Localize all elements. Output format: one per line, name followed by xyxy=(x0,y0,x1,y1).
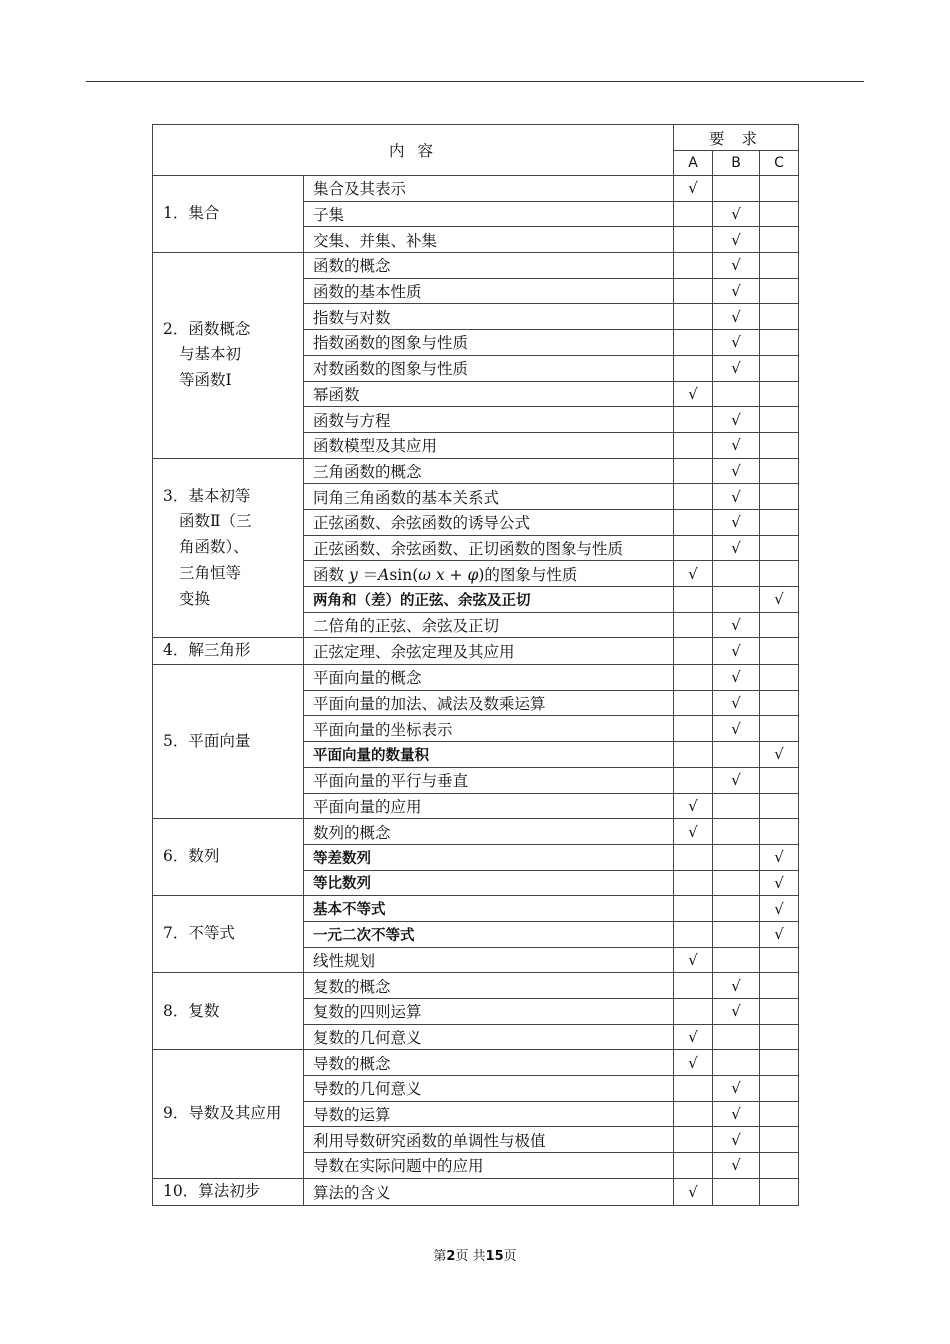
content-item: 线性规划 xyxy=(304,947,674,973)
level-c-cell xyxy=(760,535,799,561)
level-c-cell xyxy=(760,1024,799,1050)
level-c-cell xyxy=(760,561,799,587)
table-row xyxy=(153,973,799,999)
level-b-cell xyxy=(713,535,760,561)
level-b-cell xyxy=(713,1050,760,1076)
requirement-header: 要 求 xyxy=(674,125,799,151)
level-c-cell xyxy=(760,304,799,330)
check-mark: √ xyxy=(731,205,741,224)
level-b-cell xyxy=(713,638,760,665)
topic-cell: 10．算法初步 xyxy=(153,1178,304,1205)
level-b-cell xyxy=(713,381,760,407)
topic-cell: 7．不等式 xyxy=(153,896,304,973)
check-mark: √ xyxy=(731,410,741,429)
level-b-cell xyxy=(713,278,760,304)
requirements-table xyxy=(152,124,799,1206)
content-item: 同角三角函数的基本关系式 xyxy=(304,484,674,510)
level-c-cell xyxy=(760,716,799,742)
check-mark: √ xyxy=(731,771,741,790)
level-c-cell xyxy=(760,844,799,870)
level-c-cell xyxy=(760,947,799,973)
content-item: 算法的含义 xyxy=(304,1178,674,1205)
check-mark: √ xyxy=(731,1105,741,1124)
footer-prefix: 第 xyxy=(433,1249,447,1264)
check-mark: √ xyxy=(774,899,784,918)
level-a-cell xyxy=(674,767,713,793)
level-b-cell xyxy=(713,844,760,870)
level-c-cell xyxy=(760,1127,799,1153)
level-a-cell xyxy=(674,509,713,535)
level-a-cell xyxy=(674,896,713,922)
footer-page-number: 2 xyxy=(446,1249,456,1264)
content-item: 两角和（差）的正弦、余弦及正切 xyxy=(304,587,674,613)
level-c-cell xyxy=(760,253,799,279)
level-a-cell xyxy=(674,947,713,973)
level-a-cell xyxy=(674,587,713,613)
level-c-cell xyxy=(760,767,799,793)
topic-cell: 5．平面向量 xyxy=(153,665,304,819)
topic-cell: 6．数列 xyxy=(153,819,304,896)
level-a-cell xyxy=(674,819,713,845)
level-c-cell xyxy=(760,278,799,304)
level-a-cell xyxy=(674,690,713,716)
level-b-cell xyxy=(713,587,760,613)
level-c-cell xyxy=(760,458,799,484)
table-row xyxy=(153,1050,799,1076)
check-mark: √ xyxy=(688,1182,698,1201)
level-b-cell xyxy=(713,1153,760,1179)
topic-cell: 2．函数概念 与基本初 等函数Ⅰ xyxy=(153,253,304,459)
level-b-cell xyxy=(713,432,760,458)
content-item: 平面向量的概念 xyxy=(304,665,674,691)
level-c-cell xyxy=(760,819,799,845)
level-b-cell xyxy=(713,665,760,691)
level-b-cell xyxy=(713,870,760,896)
check-mark: √ xyxy=(731,436,741,455)
content-item: 平面向量的坐标表示 xyxy=(304,716,674,742)
footer-total-pages: 15 xyxy=(485,1249,504,1264)
level-b-cell xyxy=(713,612,760,638)
content-item: 平面向量的数量积 xyxy=(304,742,674,768)
content-item: 平面向量的应用 xyxy=(304,793,674,819)
topic-cell: 4．解三角形 xyxy=(153,638,304,665)
table-row xyxy=(153,665,799,691)
level-b-cell xyxy=(713,1127,760,1153)
check-mark: √ xyxy=(731,694,741,713)
check-mark: √ xyxy=(688,796,698,815)
level-b-cell xyxy=(713,742,760,768)
level-a-cell xyxy=(674,742,713,768)
level-a-cell xyxy=(674,381,713,407)
level-b-cell xyxy=(713,227,760,253)
level-a-cell xyxy=(674,355,713,381)
level-b-cell xyxy=(713,716,760,742)
level-c-cell xyxy=(760,381,799,407)
table-row xyxy=(153,458,799,484)
level-a-cell xyxy=(674,227,713,253)
level-c-cell xyxy=(760,921,799,947)
content-item: 函数模型及其应用 xyxy=(304,432,674,458)
level-c-cell xyxy=(760,612,799,638)
level-c-cell xyxy=(760,896,799,922)
level-c-cell xyxy=(760,227,799,253)
level-a-cell xyxy=(674,844,713,870)
level-b-cell xyxy=(713,690,760,716)
content-item: 基本不等式 xyxy=(304,896,674,922)
content-item: 等比数列 xyxy=(304,870,674,896)
level-c-cell xyxy=(760,690,799,716)
check-mark: √ xyxy=(731,1156,741,1175)
level-c-cell xyxy=(760,201,799,227)
check-mark: √ xyxy=(731,642,741,661)
content-header: 内 容 xyxy=(153,125,674,176)
topic-cell: 3．基本初等 函数Ⅱ（三 角函数）、 三角恒等 变换 xyxy=(153,458,304,638)
check-mark: √ xyxy=(774,590,784,609)
level-b-cell xyxy=(713,973,760,999)
content-item: 子集 xyxy=(304,201,674,227)
level-a-cell xyxy=(674,535,713,561)
level-b-cell xyxy=(713,253,760,279)
level-b-cell xyxy=(713,921,760,947)
level-a-cell xyxy=(674,201,713,227)
check-mark: √ xyxy=(731,487,741,506)
check-mark: √ xyxy=(688,1028,698,1047)
check-mark: √ xyxy=(731,230,741,249)
content-item: 导数在实际问题中的应用 xyxy=(304,1153,674,1179)
topic-cell: 8．复数 xyxy=(153,973,304,1050)
check-mark: √ xyxy=(731,1079,741,1098)
content-item-formula: 函数 y ＝Asin(ω x + φ)的图象与性质 xyxy=(304,561,674,587)
level-a-cell xyxy=(674,1153,713,1179)
check-mark: √ xyxy=(688,179,698,198)
level-b-cell xyxy=(713,1076,760,1102)
content-item: 指数函数的图象与性质 xyxy=(304,330,674,356)
check-mark: √ xyxy=(688,950,698,969)
level-b-cell xyxy=(713,304,760,330)
level-a-cell xyxy=(674,561,713,587)
table-row xyxy=(153,896,799,922)
check-mark: √ xyxy=(731,359,741,378)
check-mark: √ xyxy=(731,719,741,738)
content-item: 复数的概念 xyxy=(304,973,674,999)
table-row xyxy=(153,638,799,665)
level-c-cell xyxy=(760,793,799,819)
content-item: 函数的概念 xyxy=(304,253,674,279)
level-a-cell xyxy=(674,1050,713,1076)
level-a-cell xyxy=(674,330,713,356)
check-mark: √ xyxy=(731,307,741,326)
topic-cell: 9．导数及其应用 xyxy=(153,1050,304,1178)
header-rule xyxy=(86,81,864,82)
level-b-cell xyxy=(713,458,760,484)
level-a-cell xyxy=(674,407,713,433)
content-item: 对数函数的图象与性质 xyxy=(304,355,674,381)
content-item: 指数与对数 xyxy=(304,304,674,330)
check-mark: √ xyxy=(731,668,741,687)
level-a-cell xyxy=(674,304,713,330)
check-mark: √ xyxy=(731,256,741,275)
level-c-cell xyxy=(760,1178,799,1205)
level-c-cell xyxy=(760,999,799,1025)
content-item: 平面向量的平行与垂直 xyxy=(304,767,674,793)
level-c-cell xyxy=(760,330,799,356)
level-a-cell xyxy=(674,973,713,999)
level-a-cell xyxy=(674,484,713,510)
level-a-cell xyxy=(674,458,713,484)
column-b-header: B xyxy=(713,151,760,176)
level-b-cell xyxy=(713,1024,760,1050)
content-item: 等差数列 xyxy=(304,844,674,870)
level-b-cell xyxy=(713,330,760,356)
level-b-cell xyxy=(713,561,760,587)
content-item: 利用导数研究函数的单调性与极值 xyxy=(304,1127,674,1153)
content-item: 正弦函数、余弦函数的诱导公式 xyxy=(304,509,674,535)
level-b-cell xyxy=(713,509,760,535)
level-b-cell xyxy=(713,947,760,973)
check-mark: √ xyxy=(774,925,784,944)
level-a-cell xyxy=(674,1127,713,1153)
level-a-cell xyxy=(674,665,713,691)
check-mark: √ xyxy=(688,564,698,583)
content-item: 导数的运算 xyxy=(304,1101,674,1127)
level-b-cell xyxy=(713,896,760,922)
level-a-cell xyxy=(674,1178,713,1205)
level-b-cell xyxy=(713,819,760,845)
table-row xyxy=(153,253,799,279)
level-b-cell xyxy=(713,176,760,202)
level-a-cell xyxy=(674,1101,713,1127)
content-item: 导数的概念 xyxy=(304,1050,674,1076)
level-c-cell xyxy=(760,1153,799,1179)
level-a-cell xyxy=(674,638,713,665)
level-a-cell xyxy=(674,253,713,279)
level-c-cell xyxy=(760,638,799,665)
content-item: 一元二次不等式 xyxy=(304,921,674,947)
check-mark: √ xyxy=(731,513,741,532)
level-c-cell xyxy=(760,870,799,896)
topic-cell: 1．集合 xyxy=(153,176,304,253)
level-a-cell xyxy=(674,278,713,304)
level-a-cell xyxy=(674,432,713,458)
level-b-cell xyxy=(713,1101,760,1127)
content-item: 交集、并集、补集 xyxy=(304,227,674,253)
content-item: 数列的概念 xyxy=(304,819,674,845)
content-item: 正弦函数、余弦函数、正切函数的图象与性质 xyxy=(304,535,674,561)
content-item: 集合及其表示 xyxy=(304,176,674,202)
level-c-cell xyxy=(760,587,799,613)
level-b-cell xyxy=(713,1178,760,1205)
check-mark: √ xyxy=(774,745,784,764)
level-b-cell xyxy=(713,793,760,819)
table-row xyxy=(153,819,799,845)
level-c-cell xyxy=(760,665,799,691)
level-a-cell xyxy=(674,870,713,896)
check-mark: √ xyxy=(688,384,698,403)
level-a-cell xyxy=(674,1076,713,1102)
level-a-cell xyxy=(674,793,713,819)
check-mark: √ xyxy=(688,822,698,841)
level-a-cell xyxy=(674,921,713,947)
level-c-cell xyxy=(760,355,799,381)
level-a-cell xyxy=(674,612,713,638)
content-item: 正弦定理、余弦定理及其应用 xyxy=(304,638,674,665)
check-mark: √ xyxy=(774,848,784,867)
level-b-cell xyxy=(713,484,760,510)
level-c-cell xyxy=(760,1101,799,1127)
check-mark: √ xyxy=(731,461,741,480)
level-b-cell xyxy=(713,407,760,433)
level-c-cell xyxy=(760,509,799,535)
footer-middle: 页 共 xyxy=(455,1249,486,1264)
footer-suffix: 页 xyxy=(503,1249,517,1264)
check-mark: √ xyxy=(731,1130,741,1149)
level-b-cell xyxy=(713,201,760,227)
content-item: 函数与方程 xyxy=(304,407,674,433)
level-c-cell xyxy=(760,407,799,433)
check-mark: √ xyxy=(688,1053,698,1072)
level-a-cell xyxy=(674,176,713,202)
level-b-cell xyxy=(713,355,760,381)
content-item: 函数的基本性质 xyxy=(304,278,674,304)
level-a-cell xyxy=(674,999,713,1025)
content-item: 复数的几何意义 xyxy=(304,1024,674,1050)
content-item: 幂函数 xyxy=(304,381,674,407)
level-c-cell xyxy=(760,484,799,510)
level-c-cell xyxy=(760,176,799,202)
level-c-cell xyxy=(760,1076,799,1102)
level-c-cell xyxy=(760,973,799,999)
page-footer xyxy=(0,1245,950,1264)
check-mark: √ xyxy=(774,873,784,892)
column-a-header: A xyxy=(674,151,713,176)
content-item: 三角函数的概念 xyxy=(304,458,674,484)
content-item: 平面向量的加法、减法及数乘运算 xyxy=(304,690,674,716)
level-b-cell xyxy=(713,999,760,1025)
level-c-cell xyxy=(760,742,799,768)
table-row xyxy=(153,1178,799,1205)
level-c-cell xyxy=(760,432,799,458)
column-c-header: C xyxy=(760,151,799,176)
level-a-cell xyxy=(674,716,713,742)
check-mark: √ xyxy=(731,538,741,557)
check-mark: √ xyxy=(731,333,741,352)
table-row xyxy=(153,176,799,202)
content-item: 导数的几何意义 xyxy=(304,1076,674,1102)
check-mark: √ xyxy=(731,1002,741,1021)
content-item: 复数的四则运算 xyxy=(304,999,674,1025)
content-item: 二倍角的正弦、余弦及正切 xyxy=(304,612,674,638)
level-a-cell xyxy=(674,1024,713,1050)
level-b-cell xyxy=(713,767,760,793)
check-mark: √ xyxy=(731,976,741,995)
check-mark: √ xyxy=(731,282,741,301)
level-c-cell xyxy=(760,1050,799,1076)
check-mark: √ xyxy=(731,616,741,635)
